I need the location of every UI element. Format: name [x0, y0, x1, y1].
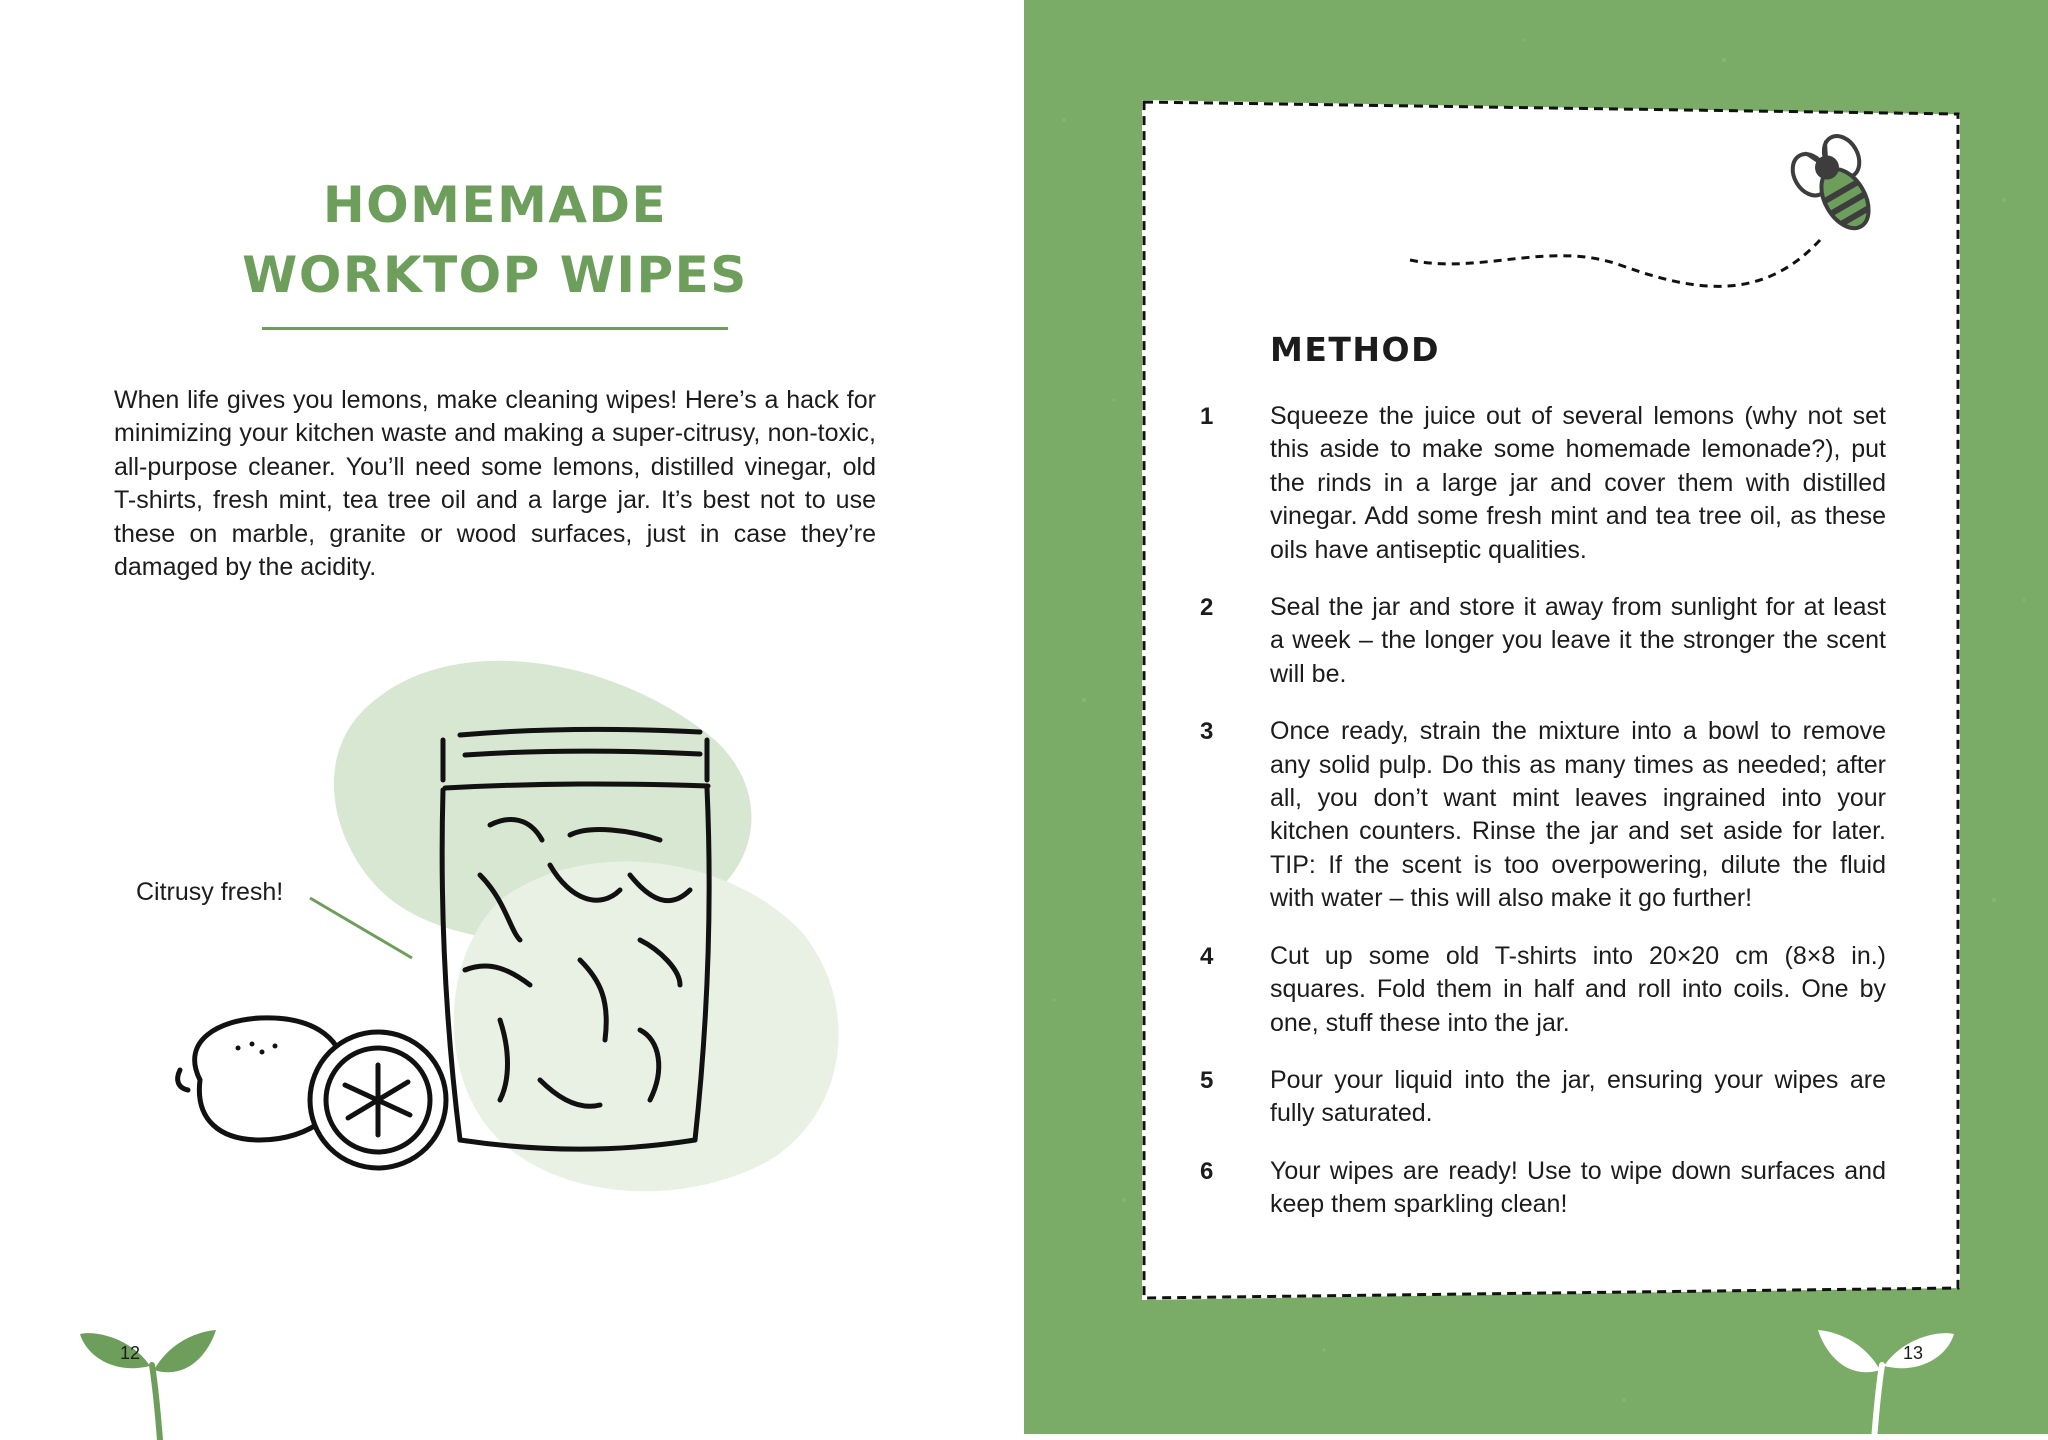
page-title — [200, 170, 790, 310]
sprout-icon — [1816, 1320, 1956, 1440]
list-item — [1200, 1064, 1886, 1131]
step-number: 2 — [1200, 594, 1214, 622]
step-text: Once ready, strain the mixture into a bowl to remove any solid pulp. Do this as many times as needed; after all, you don’t want mint leaves ingrained into your kitchen counters. Rinse the jar and set aside for later. TIP: If the scent is too overpowering, dilute the fluid with water – this will also make it go further! — [1270, 717, 1886, 913]
jar-illustration — [160, 640, 860, 1200]
step-number: 3 — [1200, 718, 1214, 746]
sprout-icon — [78, 1320, 218, 1440]
title-line-2: WORKTOP WIPES — [242, 246, 748, 304]
step-text: Cut up some old T-shirts into 20×20 cm (8×8 in.) squares. Fold them in half and roll into coils. One by one, stuff these into the jar. — [1270, 941, 1886, 1037]
step-number: 1 — [1200, 403, 1214, 430]
page-number-left: 12 — [120, 1343, 141, 1363]
list-item — [1200, 591, 1886, 691]
left-page — [0, 0, 1024, 1434]
method-steps — [1200, 400, 1886, 1246]
page-number-right: 13 — [1903, 1343, 1924, 1363]
bee-icon — [1400, 130, 1920, 320]
list-item — [1200, 940, 1886, 1040]
title-line-1: HOMEMADE — [322, 176, 668, 234]
step-text: Squeeze the juice out of several lemons (why not set this aside to make some homemade lemonade?), put the rinds in a large jar and cover them with distilled vinegar. Add some fresh mint and tea tree oil, as these oils have antiseptic qualities. — [1270, 402, 1886, 564]
list-item — [1200, 715, 1886, 915]
title-underline — [262, 327, 728, 330]
callout-line — [310, 898, 412, 958]
step-number: 6 — [1200, 1157, 1214, 1185]
list-item — [1200, 400, 1886, 567]
green-blob-small — [454, 861, 839, 1191]
step-text: Your wipes are ready! Use to wipe down surfaces and keep them sparkling clean! — [1270, 1156, 1886, 1219]
step-text: Seal the jar and store it away from sunlight for at least a week – the longer you leave it the stronger the scent will be. — [1270, 593, 1886, 688]
step-number: 4 — [1200, 942, 1214, 970]
intro-paragraph: When life gives you lemons, make cleaning wipes! Here’s a hack for minimizing your kitchen waste and making a super-citrusy, non-toxic, all-purpose cleaner. You’ll need some lemons, distilled vinegar, old T-shirts, fresh mint, tea tree oil and a large jar. It’s best not to use these on marble, granite or wood surfaces, just in case they’re damaged by the acidity. — [114, 386, 876, 582]
list-item — [1200, 1155, 1886, 1222]
step-text: Pour your liquid into the jar, ensuring your wipes are fully saturated. — [1270, 1065, 1886, 1128]
method-heading: METHOD — [1270, 330, 1440, 369]
callout-text: Citrusy fresh! — [136, 878, 284, 906]
lemon-slice-icon — [310, 1032, 446, 1168]
step-number: 5 — [1200, 1066, 1214, 1094]
